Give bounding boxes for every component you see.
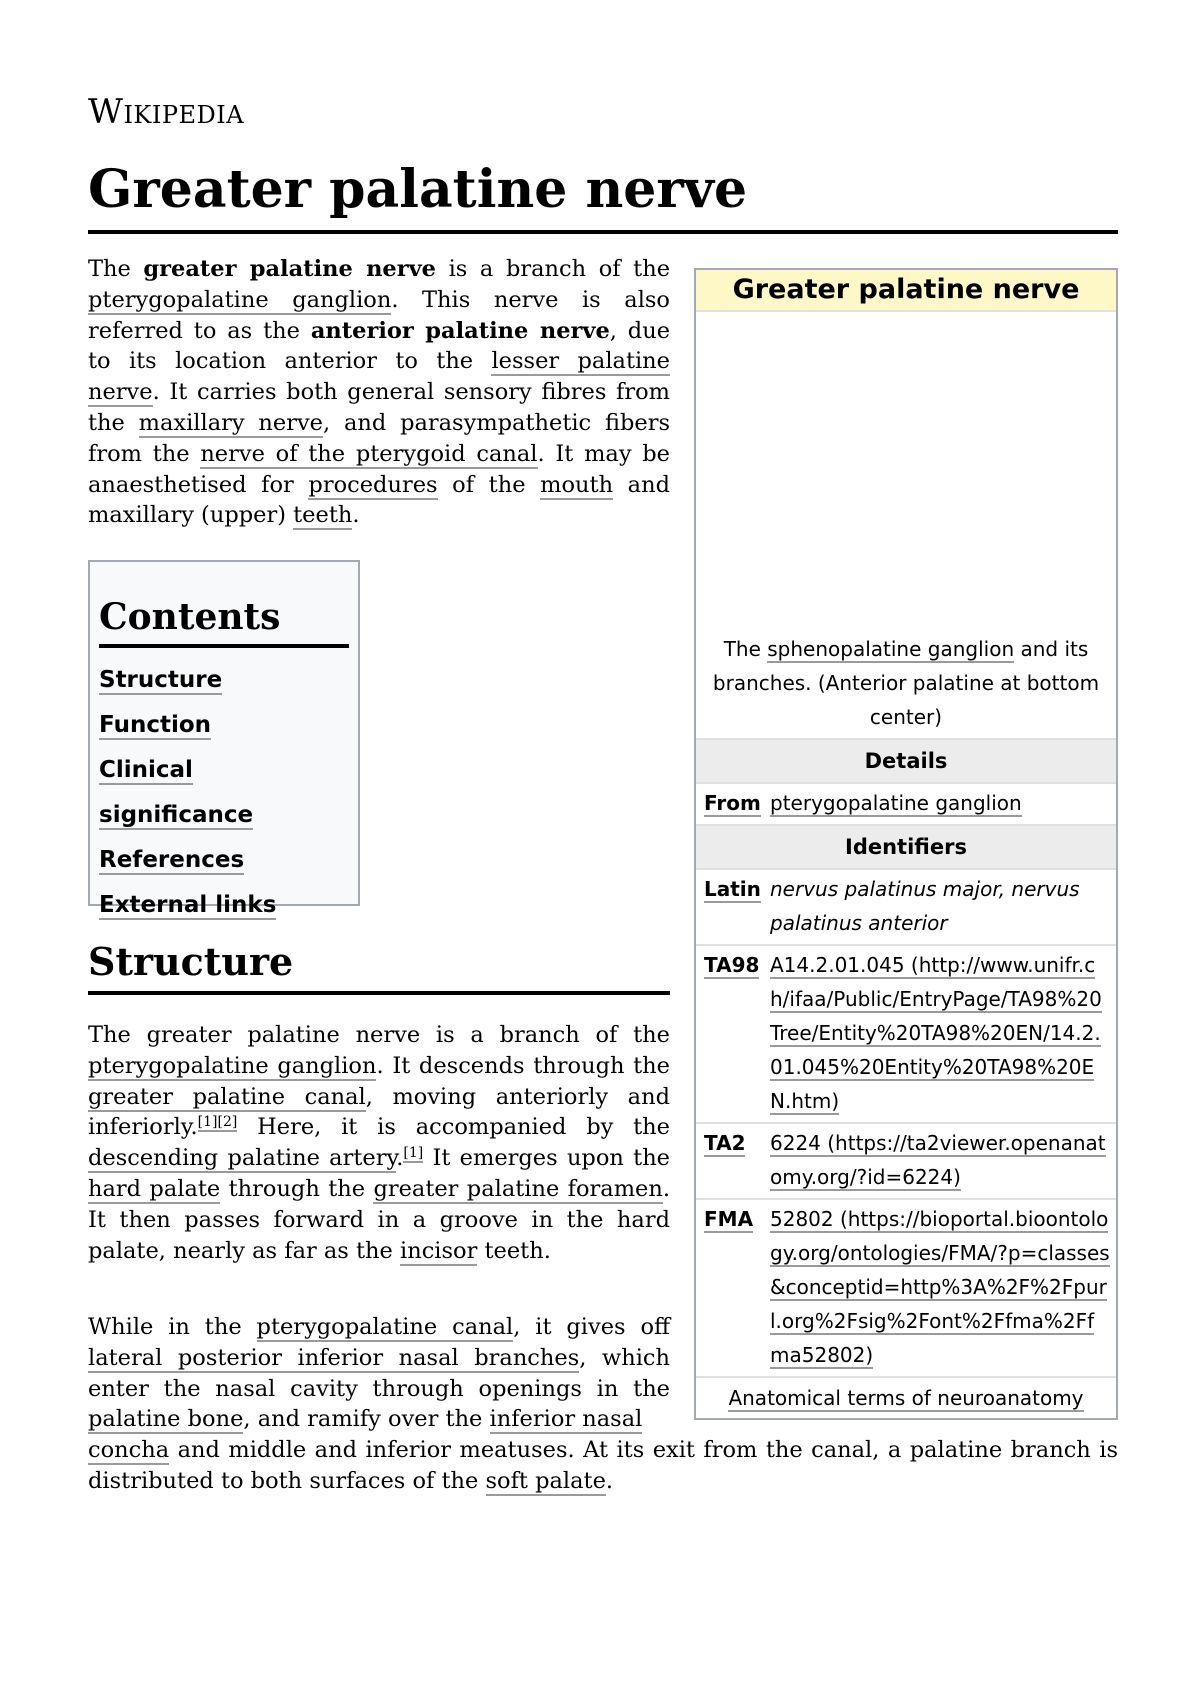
from-value[interactable]: pterygopalatine ganglion [770, 791, 1022, 815]
link-concha[interactable]: concha [88, 1437, 170, 1463]
structure-paragraph-2: While in the pterygopalatine canal, it gives off lateral posterior inferior nasal branches, which enter the nasal cavity through openings in the palatine bone, and ramify over the inferior nasal [88, 1314, 670, 1433]
latin-value: nervus palatinus major, nervus palatinus anterior [770, 877, 1080, 935]
intro-section [88, 254, 670, 531]
link-mouth[interactable]: mouth [540, 471, 614, 498]
citation-ref[interactable]: [1] [197, 1113, 218, 1130]
toc-item-clinical-significance[interactable]: Clinical significance [99, 757, 254, 828]
fma-label[interactable]: FMA [704, 1207, 754, 1231]
link-soft-palate[interactable]: soft palate [485, 1467, 606, 1494]
structure-paragraph-1: The greater palatine nerve is a branch of the pterygopalatine ganglion. It descends through the greater palatine canal, moving anteriorly and inferiorly.[1][2] Here, it is accompanied by the descending palatine artery.[1] It emerges upon the hard palate through the greater palatine foramen. It then passes forward in a groove in the hard palate, nearly as far as the incisor teeth. [88, 1022, 670, 1264]
page-title: Greater palatine nerve [88, 158, 1118, 234]
infobox-identifiers-header: Identifiers [696, 826, 1116, 870]
link-procedures[interactable]: procedures [308, 471, 438, 498]
infobox-row-ta98 [696, 946, 1116, 1124]
link-inferior-nasal[interactable]: inferior nasal [489, 1406, 643, 1433]
ta2-value[interactable]: 6224 (https://ta2viewer.openanatomy.org/?id=6224) [770, 1131, 1106, 1189]
table-of-contents [88, 560, 360, 918]
infobox-row-fma [696, 1200, 1116, 1378]
link-pterygopalatine-ganglion[interactable]: pterygopalatine ganglion [88, 1052, 377, 1079]
link-teeth[interactable]: teeth [293, 502, 353, 529]
section-heading-structure: Structure [88, 937, 670, 995]
wikipedia-wordmark[interactable] [88, 92, 244, 132]
structure-paragraph-2-continued-wrap [88, 1435, 1118, 1497]
infobox-title: Greater palatine nerve [696, 270, 1116, 312]
infobox-caption: The sphenopalatine ganglion and its branches. (Anterior palatine at bottom center) [696, 632, 1116, 740]
link-greater-palatine-foramen[interactable]: greater palatine foramen [373, 1175, 663, 1202]
intro-paragraph: The greater palatine nerve is a branch of the pterygopalatine ganglion. This nerve is also referred to as the anterior palatine nerve, due to its location anterior to the lesser palatine nerve. It carries both general sensory fibres from the maxillary nerve, and parasympathetic fibers from the nerve of the pterygoid canal. It may be anaesthetised for procedures of the mouth and maxillary (upper) teeth. [88, 256, 671, 529]
link-maxillary-nerve[interactable]: maxillary nerve [138, 409, 323, 436]
link-pterygopalatine-canal[interactable]: pterygopalatine canal [256, 1314, 514, 1340]
infobox-row-latin [696, 870, 1116, 946]
infobox-row-from [696, 784, 1116, 826]
from-label: From [704, 791, 761, 815]
infobox-details-header: Details [696, 740, 1116, 784]
link-hard-palate[interactable]: hard palate [88, 1175, 221, 1202]
bold-term: anterior palatine nerve [310, 317, 610, 344]
citation-ref[interactable]: [1] [403, 1144, 424, 1161]
toc-item-external-links[interactable]: External links [99, 892, 277, 918]
toc-title: Contents [99, 594, 349, 648]
latin-label[interactable]: Latin [704, 877, 761, 901]
bold-term: greater palatine nerve [143, 256, 436, 282]
toc-item-function[interactable]: Function [99, 712, 212, 738]
toc-item-structure[interactable]: Structure [99, 667, 223, 693]
link-greater-palatine-canal[interactable]: greater palatine canal [88, 1083, 366, 1110]
infobox [694, 268, 1118, 1420]
link-palatine-bone[interactable]: palatine bone [88, 1406, 244, 1433]
link-incisor[interactable]: incisor [400, 1237, 478, 1264]
wordmark-text: Wikipedia [88, 92, 245, 132]
link-lateral-posterior-inferior-nasal-branches[interactable]: lateral posterior inferior nasal branches [88, 1344, 580, 1371]
link-sphenopalatine-ganglion[interactable]: sphenopalatine ganglion [767, 637, 1015, 661]
link-pterygopalatine-ganglion[interactable]: pterygopalatine ganglion [88, 286, 392, 313]
structure-paragraph-2-wrap [88, 1312, 670, 1435]
infobox-row-ta2 [696, 1124, 1116, 1200]
toc-item-references[interactable]: References [99, 847, 245, 873]
ta98-value[interactable]: A14.2.01.045 (http://www.unifr.ch/ifaa/Public/EntryPage/TA98%20Tree/Entity%20TA98%20EN/14.2.01.045%20Entity%20TA98%20EN.htm) [770, 953, 1102, 1113]
structure-section [88, 1020, 670, 1266]
ta2-label[interactable]: TA2 [704, 1131, 746, 1155]
infobox-image[interactable] [696, 312, 1116, 632]
infobox-footer[interactable]: Anatomical terms of neuroanatomy [696, 1378, 1116, 1418]
link-descending-palatine-artery[interactable]: descending palatine artery [88, 1145, 397, 1172]
citation-ref[interactable]: [2] [217, 1113, 238, 1130]
structure-paragraph-2-continued: concha and middle and inferior meatuses. At its exit from the canal, a palatine branch is distributed to both surfaces of the soft palate. [88, 1437, 1118, 1494]
link-nerve-of-the-pterygoid-canal[interactable]: nerve of the pterygoid canal [200, 440, 538, 467]
ta98-label[interactable]: TA98 [704, 953, 760, 977]
link-lesser-palatine-nerve[interactable]: lesser palatine nerve [88, 348, 670, 406]
fma-value[interactable]: 52802 (https://bioportal.bioontology.org/ontologies/FMA/?p=classes&conceptid=http%3A%2F%2Fpurl.org%2Fsig%2Font%2Ffma%2Ffma52802) [770, 1207, 1110, 1367]
